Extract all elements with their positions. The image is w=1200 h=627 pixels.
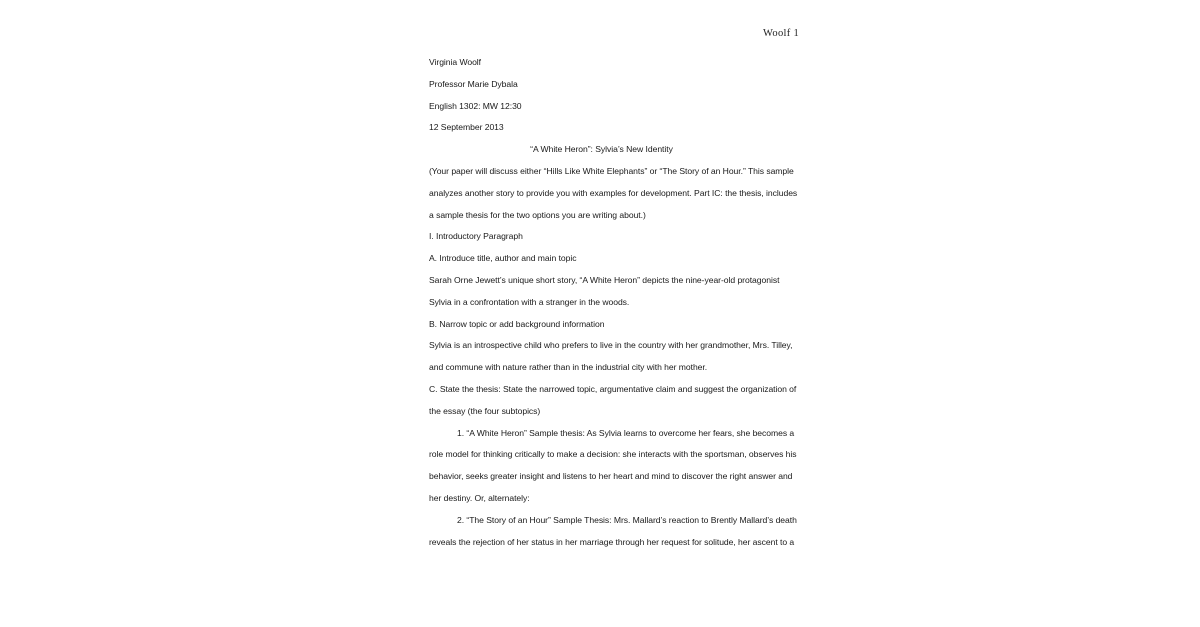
- instructor-name: Professor Marie Dybala: [429, 78, 518, 89]
- text-line: Sylvia is an introspective child who prefers to live in the country with her grandmother, Mrs. Tilley,: [429, 340, 793, 351]
- text-line: Sarah Orne Jewett’s unique short story, “A White Heron” depicts the nine-year-old protagonist: [429, 274, 780, 285]
- subsection-heading: A. Introduce title, author and main topic: [429, 253, 577, 264]
- text-line: the essay (the four subtopics): [429, 405, 541, 416]
- text-line: her destiny. Or, alternately:: [429, 492, 530, 503]
- section-heading: I. Introductory Paragraph: [429, 231, 523, 242]
- author-name: Virginia Woolf: [429, 57, 482, 67]
- text-line: (Your paper will discuss either “Hills Like White Elephants” or “The Story of an Hour.” This sample: [429, 165, 794, 176]
- course-info: English 1302: MW 12:30: [429, 100, 522, 111]
- paper-body: [429, 52, 798, 553]
- subsection-heading: B. Narrow topic or add background information: [429, 318, 605, 329]
- text-line: analyzes another story to provide you with examples for development. Part IC: the thesis, includes: [429, 187, 798, 198]
- text-line: a sample thesis for the two options you are writing about.): [429, 209, 646, 220]
- paper-date: 12 September 2013: [429, 122, 504, 133]
- text-line: reveals the rejection of her status in her marriage through her request for solitude, her ascent to a: [429, 536, 795, 547]
- numbered-item: 2. “The Story of an Hour” Sample Thesis: Mrs. Mallard’s reaction to Brently Mallard’s death: [457, 514, 797, 525]
- text-line: role model for thinking critically to make a decision: she interacts with the sportsman, observes his: [429, 449, 797, 460]
- running-head: Woolf 1: [763, 28, 799, 39]
- paper-title: “A White Heron”: Sylvia’s New Identity: [530, 144, 673, 155]
- text-line: behavior, seeks greater insight and listens to her heart and mind to discover the right answer and: [429, 471, 793, 482]
- text-line: Sylvia in a confrontation with a stranger in the woods.: [429, 296, 630, 307]
- numbered-item: 1. “A White Heron” Sample thesis: As Sylvia learns to overcome her fears, she becomes a: [457, 427, 795, 438]
- subsection-heading: C. State the thesis: State the narrowed topic, argumentative claim and suggest the organization of: [429, 383, 797, 394]
- text-line: and commune with nature rather than in the industrial city with her mother.: [429, 362, 708, 373]
